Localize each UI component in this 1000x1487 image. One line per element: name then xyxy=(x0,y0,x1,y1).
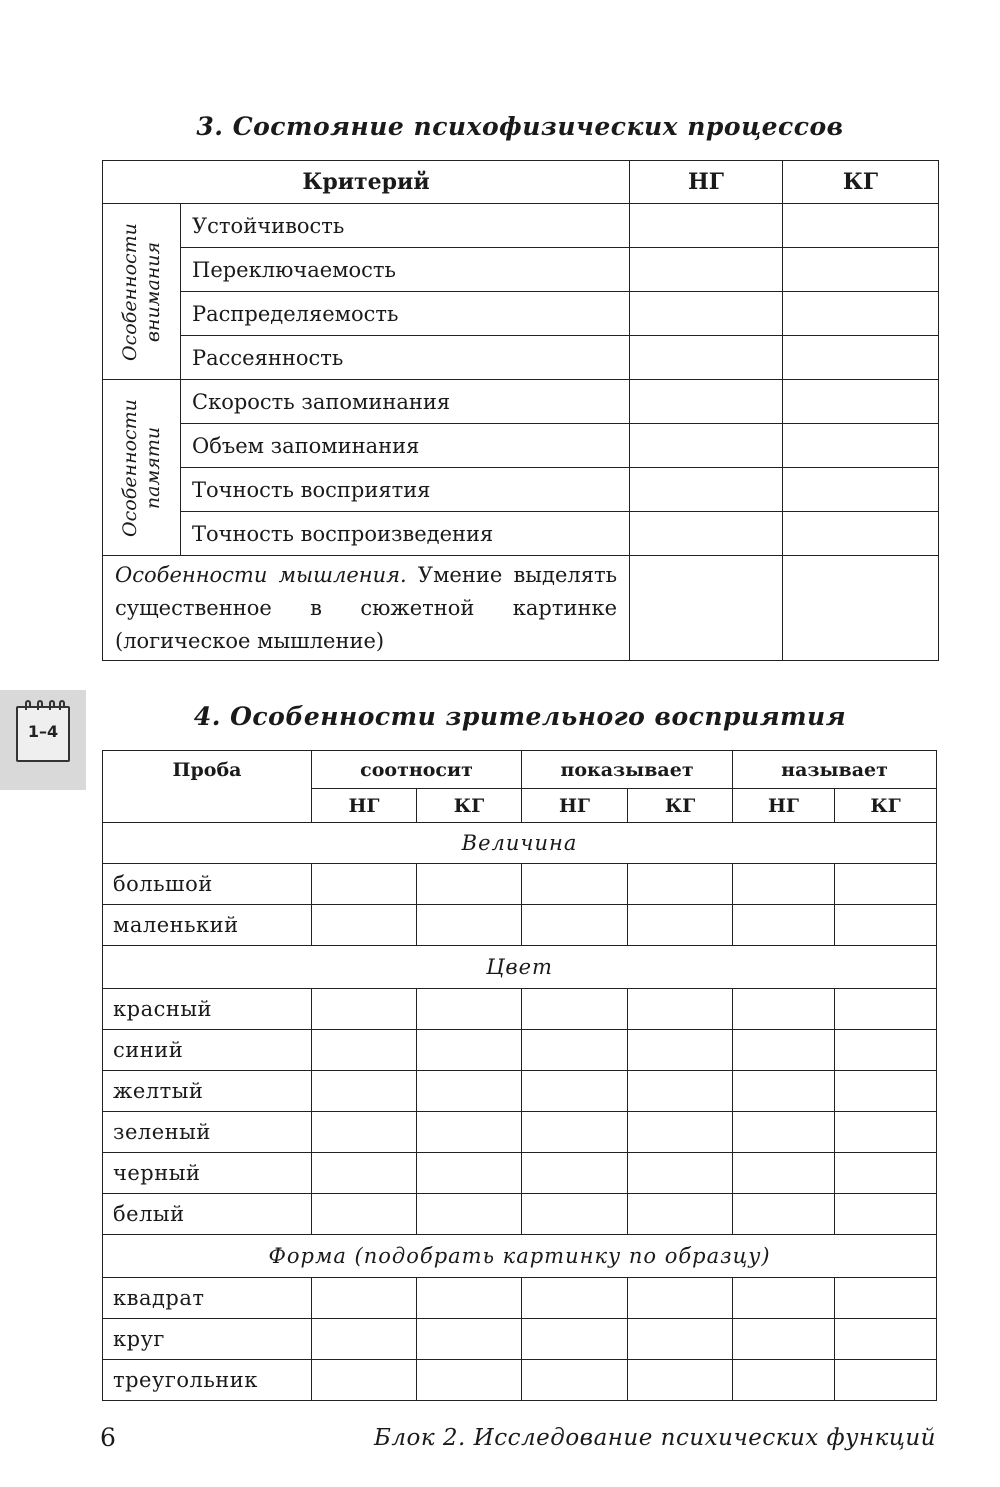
header-names: называет xyxy=(733,751,937,789)
result-cell[interactable] xyxy=(733,864,835,905)
criterion-cell: Точность восприятия xyxy=(181,468,630,512)
result-cell[interactable] xyxy=(417,989,522,1030)
result-cell[interactable] xyxy=(733,1112,835,1153)
result-cell[interactable] xyxy=(628,1278,733,1319)
result-cell[interactable] xyxy=(312,1112,417,1153)
result-cell[interactable] xyxy=(312,1153,417,1194)
ng-cell[interactable] xyxy=(630,512,783,556)
table-row xyxy=(103,380,939,424)
ng-cell[interactable] xyxy=(630,556,783,661)
result-cell[interactable] xyxy=(312,905,417,946)
result-cell[interactable] xyxy=(733,1071,835,1112)
table-row xyxy=(103,1071,937,1112)
ng-cell[interactable] xyxy=(630,424,783,468)
result-cell[interactable] xyxy=(417,1112,522,1153)
probe-item: большой xyxy=(103,864,312,905)
result-cell[interactable] xyxy=(628,864,733,905)
table-row xyxy=(103,989,937,1030)
result-cell[interactable] xyxy=(522,989,628,1030)
result-cell[interactable] xyxy=(835,1194,937,1235)
table-row xyxy=(103,512,939,556)
kg-cell[interactable] xyxy=(783,468,939,512)
result-cell[interactable] xyxy=(733,1319,835,1360)
result-cell[interactable] xyxy=(628,1112,733,1153)
section-row-color xyxy=(103,946,937,989)
criterion-cell: Точность воспроизведения xyxy=(181,512,630,556)
result-cell[interactable] xyxy=(628,905,733,946)
header-criterion: Критерий xyxy=(103,161,630,204)
criterion-cell: Скорость запоминания xyxy=(181,380,630,424)
result-cell[interactable] xyxy=(835,989,937,1030)
section-title: Цвет xyxy=(103,946,937,989)
result-cell[interactable] xyxy=(522,1360,628,1401)
table-header-row xyxy=(103,161,939,204)
result-cell[interactable] xyxy=(733,1360,835,1401)
result-cell[interactable] xyxy=(522,1030,628,1071)
header-ng: НГ xyxy=(630,161,783,204)
result-cell[interactable] xyxy=(522,864,628,905)
result-cell[interactable] xyxy=(522,1112,628,1153)
result-cell[interactable] xyxy=(733,989,835,1030)
table-header-row xyxy=(103,751,937,789)
criterion-cell: Распределяемость xyxy=(181,292,630,336)
result-cell[interactable] xyxy=(628,1360,733,1401)
probe-item: синий xyxy=(103,1030,312,1071)
result-cell[interactable] xyxy=(835,864,937,905)
header-probe: Проба xyxy=(103,751,312,823)
result-cell[interactable] xyxy=(417,905,522,946)
table-row-thinking xyxy=(103,556,939,661)
result-cell[interactable] xyxy=(522,1071,628,1112)
result-cell[interactable] xyxy=(417,1278,522,1319)
table-row xyxy=(103,248,939,292)
subheader-ng: НГ xyxy=(522,789,628,823)
table-row xyxy=(103,905,937,946)
probe-item: треугольник xyxy=(103,1360,312,1401)
result-cell[interactable] xyxy=(835,1360,937,1401)
group-memory-label: Особенности памяти xyxy=(103,380,181,556)
table-row xyxy=(103,864,937,905)
kg-cell[interactable] xyxy=(783,248,939,292)
result-cell[interactable] xyxy=(522,905,628,946)
section3-title: 3. Состояние психофизических процессов xyxy=(196,112,844,141)
section-row-size xyxy=(103,823,937,864)
table-row xyxy=(103,336,939,380)
header-correlates: соотносит xyxy=(312,751,522,789)
ng-cell[interactable] xyxy=(630,380,783,424)
table-row xyxy=(103,468,939,512)
psychophysical-table xyxy=(102,160,939,661)
result-cell[interactable] xyxy=(417,864,522,905)
ng-cell[interactable] xyxy=(630,204,783,248)
criterion-cell: Рассеянность xyxy=(181,336,630,380)
result-cell[interactable] xyxy=(522,1319,628,1360)
result-cell[interactable] xyxy=(628,1030,733,1071)
kg-cell[interactable] xyxy=(783,424,939,468)
result-cell[interactable] xyxy=(733,905,835,946)
result-cell[interactable] xyxy=(312,989,417,1030)
result-cell[interactable] xyxy=(835,1071,937,1112)
ng-cell[interactable] xyxy=(630,336,783,380)
table-row xyxy=(103,1319,937,1360)
probe-item: квадрат xyxy=(103,1278,312,1319)
table-row xyxy=(103,424,939,468)
section-title: Величина xyxy=(103,823,937,864)
result-cell[interactable] xyxy=(628,1153,733,1194)
probe-item: круг xyxy=(103,1319,312,1360)
result-cell[interactable] xyxy=(733,1030,835,1071)
visual-perception-table xyxy=(102,750,937,1401)
subheader-kg: КГ xyxy=(628,789,733,823)
result-cell[interactable] xyxy=(312,1319,417,1360)
table-row xyxy=(103,204,939,248)
kg-cell[interactable] xyxy=(783,380,939,424)
probe-item: черный xyxy=(103,1153,312,1194)
probe-item: зеленый xyxy=(103,1112,312,1153)
result-cell[interactable] xyxy=(628,989,733,1030)
result-cell[interactable] xyxy=(312,1194,417,1235)
kg-cell[interactable] xyxy=(783,512,939,556)
result-cell[interactable] xyxy=(312,1360,417,1401)
table-row xyxy=(103,292,939,336)
result-cell[interactable] xyxy=(628,1071,733,1112)
table-row xyxy=(103,1194,937,1235)
probe-item: белый xyxy=(103,1194,312,1235)
group-attention-label: Особенности внимания xyxy=(103,204,181,380)
result-cell[interactable] xyxy=(522,1278,628,1319)
probe-item: красный xyxy=(103,989,312,1030)
result-cell[interactable] xyxy=(835,1278,937,1319)
subheader-ng: НГ xyxy=(733,789,835,823)
subheader-kg: КГ xyxy=(417,789,522,823)
result-cell[interactable] xyxy=(312,1278,417,1319)
ng-cell[interactable] xyxy=(630,468,783,512)
header-shows: показывает xyxy=(522,751,733,789)
criterion-cell: Устойчивость xyxy=(181,204,630,248)
result-cell[interactable] xyxy=(417,1030,522,1071)
result-cell[interactable] xyxy=(628,1319,733,1360)
kg-cell[interactable] xyxy=(783,336,939,380)
ng-cell[interactable] xyxy=(630,292,783,336)
page-number: 6 xyxy=(100,1423,116,1452)
result-cell[interactable] xyxy=(312,1030,417,1071)
result-cell[interactable] xyxy=(417,1153,522,1194)
kg-cell[interactable] xyxy=(783,204,939,248)
result-cell[interactable] xyxy=(417,1319,522,1360)
table-row xyxy=(103,1112,937,1153)
running-footer: Блок 2. Исследование психических функций xyxy=(373,1425,936,1451)
result-cell[interactable] xyxy=(835,1030,937,1071)
table-row xyxy=(103,1153,937,1194)
result-cell[interactable] xyxy=(417,1360,522,1401)
section-title: Форма (подобрать картинку по образцу) xyxy=(103,1235,937,1278)
header-kg: КГ xyxy=(783,161,939,204)
subheader-ng: НГ xyxy=(312,789,417,823)
result-cell[interactable] xyxy=(312,864,417,905)
subheader-kg: КГ xyxy=(835,789,937,823)
table-row xyxy=(103,1278,937,1319)
result-cell[interactable] xyxy=(835,1319,937,1360)
result-cell[interactable] xyxy=(835,1112,937,1153)
probe-item: маленький xyxy=(103,905,312,946)
result-cell[interactable] xyxy=(733,1153,835,1194)
result-cell[interactable] xyxy=(835,905,937,946)
result-cell[interactable] xyxy=(417,1071,522,1112)
table-row xyxy=(103,1360,937,1401)
criterion-cell: Переключаемость xyxy=(181,248,630,292)
ng-cell[interactable] xyxy=(630,248,783,292)
table-row xyxy=(103,1030,937,1071)
result-cell[interactable] xyxy=(312,1071,417,1112)
kg-cell[interactable] xyxy=(783,292,939,336)
result-cell[interactable] xyxy=(522,1153,628,1194)
result-cell[interactable] xyxy=(835,1153,937,1194)
probe-item: желтый xyxy=(103,1071,312,1112)
result-cell[interactable] xyxy=(417,1194,522,1235)
criterion-cell: Объем запоминания xyxy=(181,424,630,468)
section4-title: 4. Особенности зрительного восприятия xyxy=(193,702,847,731)
result-cell[interactable] xyxy=(522,1194,628,1235)
result-cell[interactable] xyxy=(733,1194,835,1235)
kg-cell[interactable] xyxy=(783,556,939,661)
thinking-criterion: Особенности мышления. Умение выделять существенное в сюжетной картинке (логическое мышление) xyxy=(103,556,630,661)
result-cell[interactable] xyxy=(628,1194,733,1235)
result-cell[interactable] xyxy=(733,1278,835,1319)
side-tab-label: 1–4 xyxy=(27,722,59,741)
section-row-shape xyxy=(103,1235,937,1278)
